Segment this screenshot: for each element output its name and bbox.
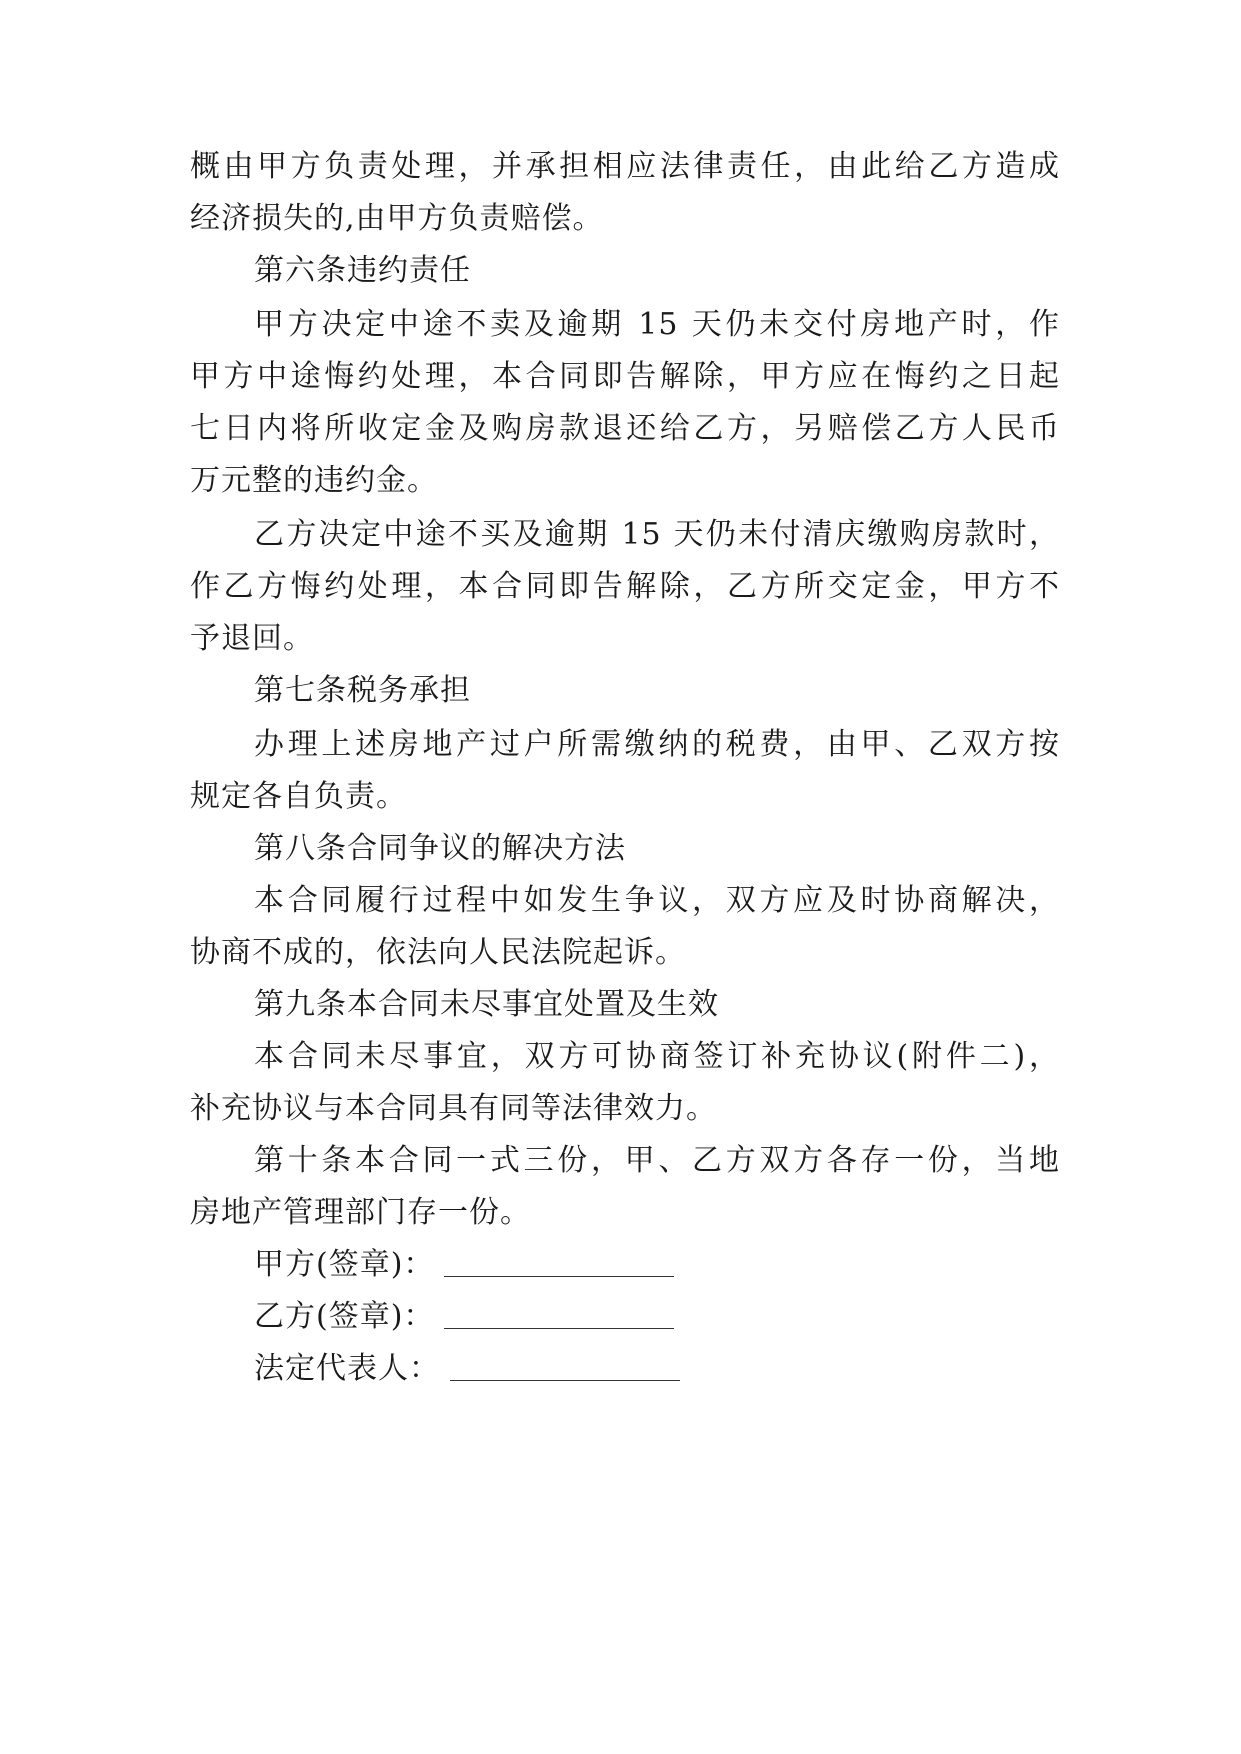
paragraph-line: 万元整的违约金。: [190, 463, 438, 498]
paragraph-line: 甲方决定中途不卖及逾期 15 天仍未交付房地产时，作: [254, 307, 1060, 342]
paragraph-line: 概由甲方负责处理，并承担相应法律责任，由此给乙方造成: [190, 149, 1060, 184]
signature-party-b: [254, 1297, 674, 1337]
paragraph-line: 第十条本合同一式三份，甲、乙方双方各存一份，当地: [254, 1143, 1060, 1178]
paragraph-line: 予退回。: [190, 621, 314, 656]
signature-party-a: [254, 1245, 674, 1285]
paragraph-line: 补充协议与本合同具有同等法律效力。: [190, 1091, 717, 1126]
signature-blank: [450, 1349, 680, 1381]
paragraph-line: 乙方决定中途不买及逾期 15 天仍未付清庆缴购房款时，: [254, 517, 1060, 552]
article-heading: 第八条合同争议的解决方法: [254, 831, 626, 866]
paragraph-line: 本合同履行过程中如发生争议，双方应及时协商解决，: [254, 883, 1060, 918]
paragraph-line: 七日内将所收定金及购房款退还给乙方，另赔偿乙方人民币: [190, 411, 1060, 446]
signature-label: 法定代表人：: [254, 1351, 440, 1386]
article-heading: 第六条违约责任: [254, 253, 471, 288]
signature-blank: [444, 1297, 674, 1329]
article-heading: 第九条本合同未尽事宜处置及生效: [254, 987, 719, 1022]
article-heading: 第七条税务承担: [254, 673, 471, 708]
paragraph-line: 甲方中途悔约处理，本合同即告解除，甲方应在悔约之日起: [190, 359, 1060, 394]
signature-blank: [444, 1245, 674, 1277]
paragraph-line: 规定各自负责。: [190, 779, 407, 814]
signature-label: 甲方(签章)：: [254, 1247, 435, 1282]
signature-label: 乙方(签章)：: [254, 1299, 435, 1334]
paragraph-line: 本合同未尽事宜，双方可协商签订补充协议(附件二)，: [254, 1039, 1060, 1074]
paragraph-line: 房地产管理部门存一份。: [190, 1195, 531, 1230]
paragraph-line: 经济损失的,由甲方负责赔偿。: [190, 201, 604, 236]
signature-legal-representative: [254, 1349, 680, 1389]
paragraph-line: 办理上述房地产过户所需缴纳的税费，由甲、乙双方按: [254, 727, 1060, 762]
paragraph-line: 作乙方悔约处理，本合同即告解除，乙方所交定金，甲方不: [190, 569, 1060, 604]
paragraph-line: 协商不成的，依法向人民法院起诉。: [190, 935, 686, 970]
